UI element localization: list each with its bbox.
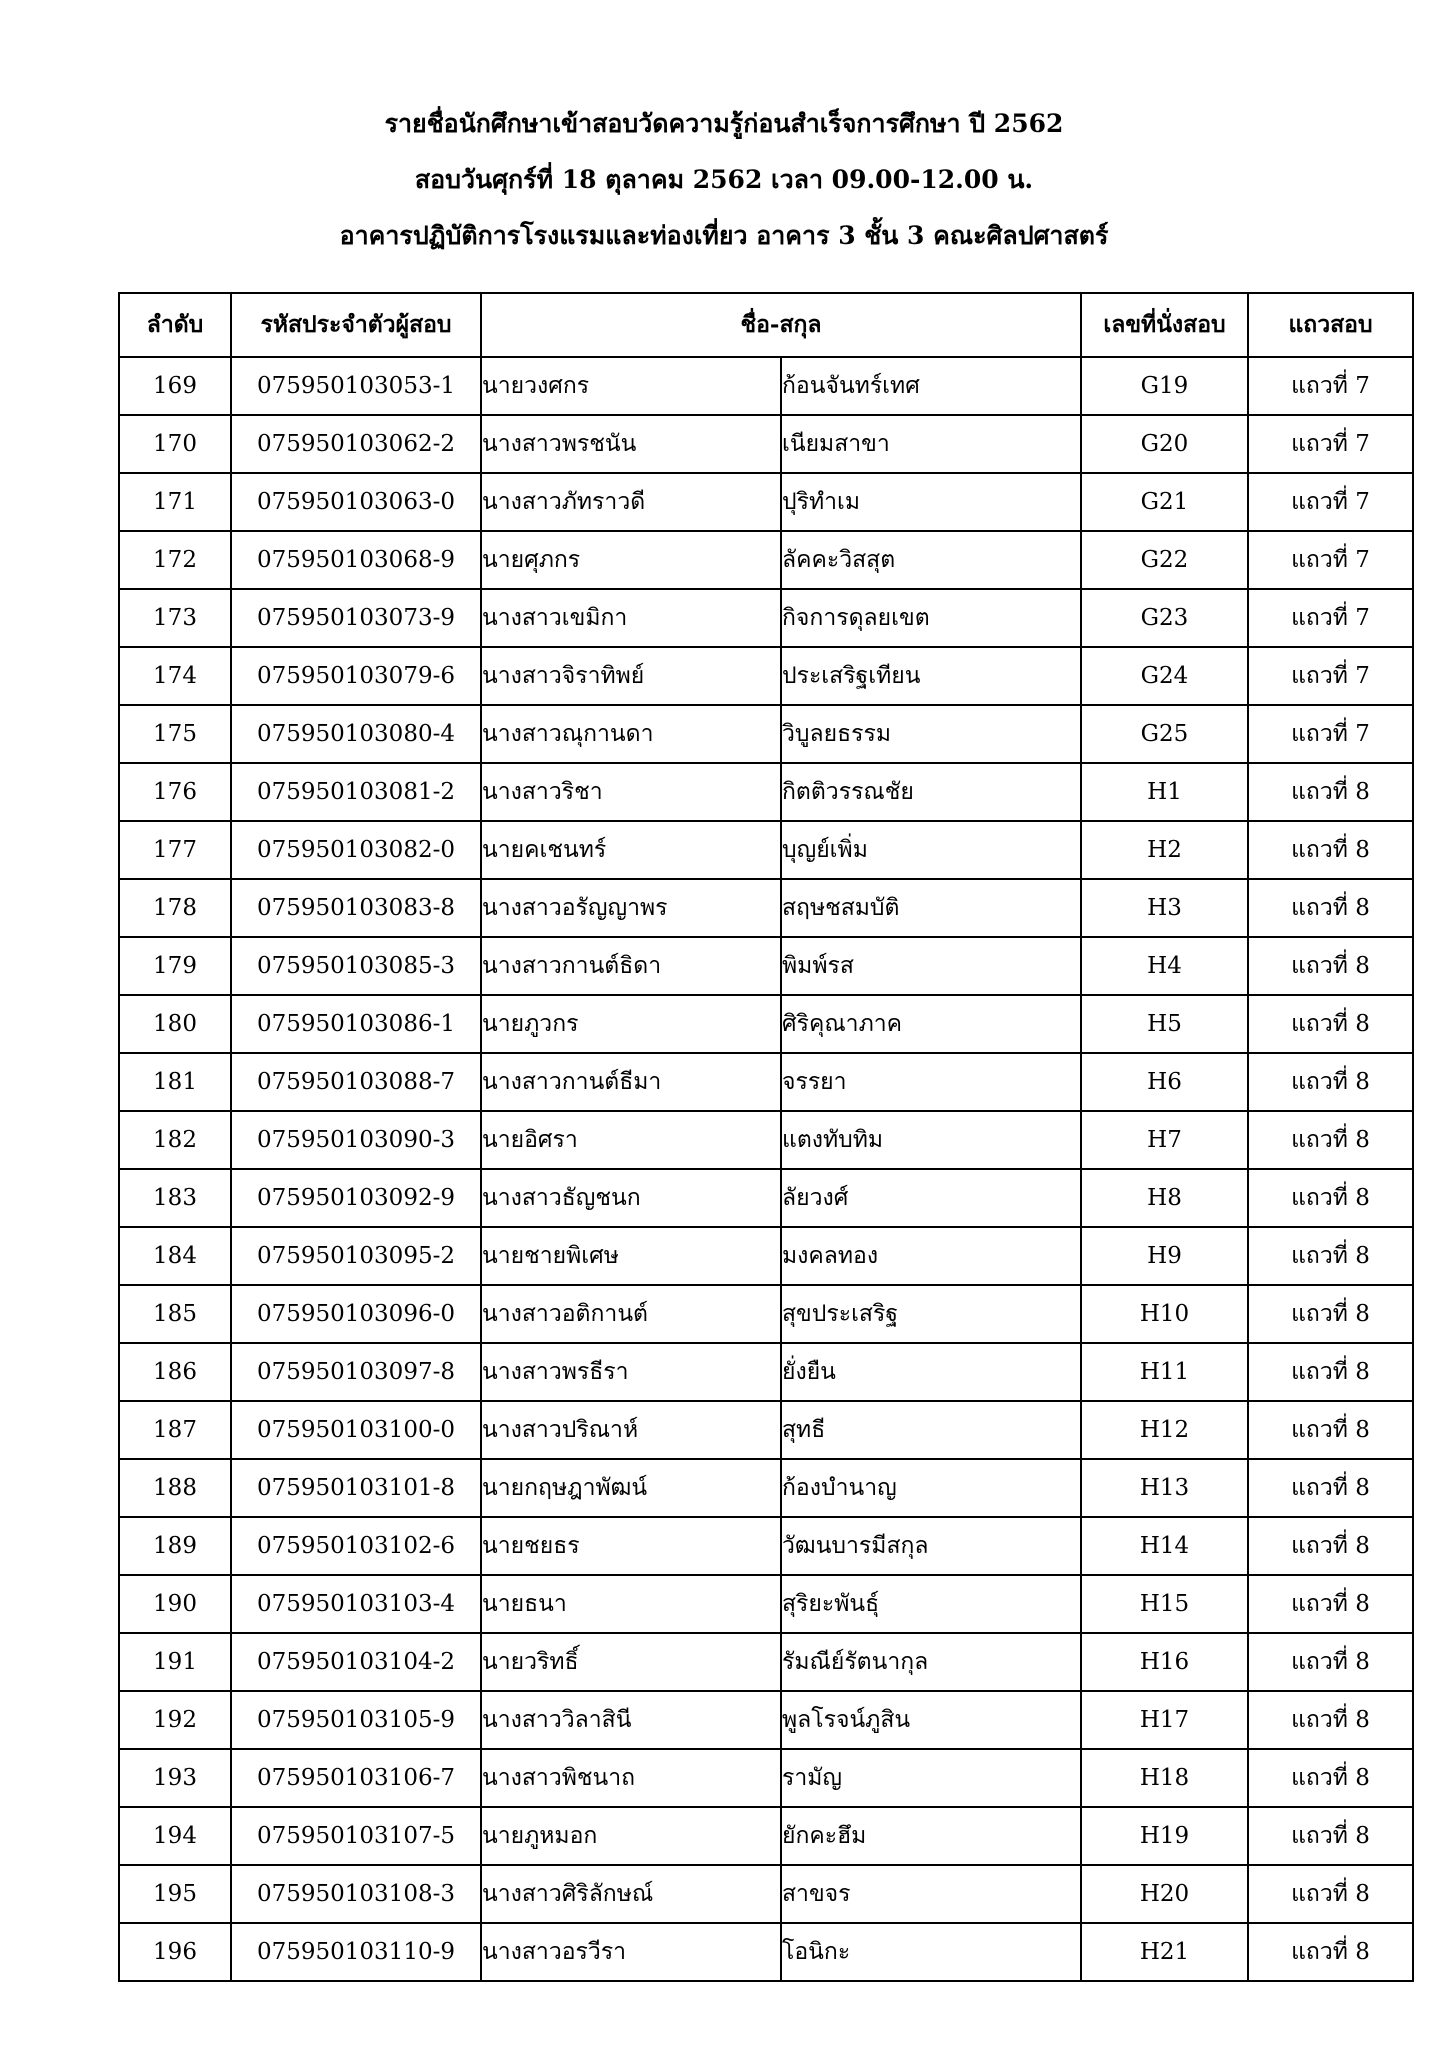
cell-exam-row: แถวที่ 8 [1248,1691,1413,1749]
cell-last-name: กิจการดุลยเขต [781,589,1081,647]
cell-seat: H13 [1081,1459,1248,1517]
cell-exam-id: 075950103079-6 [231,647,481,705]
cell-exam-row: แถวที่ 8 [1248,1865,1413,1923]
cell-seat: G23 [1081,589,1248,647]
cell-last-name: สฤษชสมบัติ [781,879,1081,937]
cell-first-name: นางสาวอรัญญาพร [481,879,781,937]
cell-order: 171 [119,473,231,531]
cell-first-name: นายภูหมอก [481,1807,781,1865]
table-row [119,1227,1413,1285]
cell-first-name: นางสาวจิราทิพย์ [481,647,781,705]
cell-seat: H12 [1081,1401,1248,1459]
table-body [119,357,1413,1981]
cell-exam-id: 075950103082-0 [231,821,481,879]
cell-exam-row: แถวที่ 8 [1248,763,1413,821]
table-row [119,1807,1413,1865]
cell-exam-row: แถวที่ 8 [1248,879,1413,937]
cell-exam-id: 075950103092-9 [231,1169,481,1227]
cell-seat: H1 [1081,763,1248,821]
cell-exam-row: แถวที่ 8 [1248,1401,1413,1459]
cell-exam-id: 075950103105-9 [231,1691,481,1749]
table-row [119,589,1413,647]
cell-exam-row: แถวที่ 8 [1248,1923,1413,1981]
cell-seat: H17 [1081,1691,1248,1749]
student-roster-table [118,292,1414,1982]
cell-first-name: นายชายพิเศษ [481,1227,781,1285]
cell-last-name: ก้องบำนาญ [781,1459,1081,1517]
cell-exam-id: 075950103102-6 [231,1517,481,1575]
cell-exam-row: แถวที่ 8 [1248,821,1413,879]
table-row [119,531,1413,589]
cell-exam-row: แถวที่ 8 [1248,1807,1413,1865]
column-header-order: ลำดับ [119,293,231,357]
cell-first-name: นางสาวอรวีรา [481,1923,781,1981]
cell-seat: H21 [1081,1923,1248,1981]
cell-seat: H5 [1081,995,1248,1053]
cell-first-name: นายอิศรา [481,1111,781,1169]
cell-seat: H2 [1081,821,1248,879]
cell-last-name: เนียมสาขา [781,415,1081,473]
cell-last-name: ลัคคะวิสสุต [781,531,1081,589]
document-header [0,96,1448,264]
cell-order: 183 [119,1169,231,1227]
cell-exam-id: 075950103100-0 [231,1401,481,1459]
cell-exam-row: แถวที่ 8 [1248,1575,1413,1633]
cell-order: 192 [119,1691,231,1749]
cell-seat: G19 [1081,357,1248,415]
column-header-exam-row: แถวสอบ [1248,293,1413,357]
cell-seat: H4 [1081,937,1248,995]
cell-exam-id: 075950103062-2 [231,415,481,473]
cell-last-name: ยักคะฮึม [781,1807,1081,1865]
cell-order: 169 [119,357,231,415]
cell-order: 181 [119,1053,231,1111]
cell-exam-row: แถวที่ 8 [1248,1633,1413,1691]
cell-exam-row: แถวที่ 8 [1248,995,1413,1053]
table-row [119,1517,1413,1575]
cell-last-name: สุขประเสริฐ [781,1285,1081,1343]
cell-last-name: วิบูลยธรรม [781,705,1081,763]
cell-last-name: รัมณีย์รัตนากุล [781,1633,1081,1691]
cell-exam-id: 075950103101-8 [231,1459,481,1517]
cell-first-name: นายชยธร [481,1517,781,1575]
cell-exam-row: แถวที่ 8 [1248,1749,1413,1807]
cell-seat: G25 [1081,705,1248,763]
cell-order: 174 [119,647,231,705]
cell-exam-id: 075950103095-2 [231,1227,481,1285]
cell-first-name: นางสาวพรธีรา [481,1343,781,1401]
cell-exam-row: แถวที่ 7 [1248,705,1413,763]
cell-first-name: นางสาวศิริลักษณ์ [481,1865,781,1923]
cell-exam-row: แถวที่ 8 [1248,1111,1413,1169]
table-header-row [119,293,1413,357]
table-row [119,1169,1413,1227]
table-row [119,1401,1413,1459]
table-row [119,1343,1413,1401]
cell-exam-id: 075950103110-9 [231,1923,481,1981]
title-line-2: สอบวันศุกร์ที่ 18 ตุลาคม 2562 เวลา 09.00-12.00 น. [414,165,1034,194]
cell-first-name: นายคเชนทร์ [481,821,781,879]
column-header-name: ชื่อ-สกุล [481,293,1081,357]
table-row [119,1285,1413,1343]
cell-exam-row: แถวที่ 8 [1248,1517,1413,1575]
cell-last-name: กิตติวรรณชัย [781,763,1081,821]
table-row [119,357,1413,415]
cell-order: 176 [119,763,231,821]
cell-exam-id: 075950103108-3 [231,1865,481,1923]
table-row [119,1865,1413,1923]
cell-exam-id: 075950103107-5 [231,1807,481,1865]
cell-first-name: นางสาวธัญชนก [481,1169,781,1227]
cell-first-name: นางสาววิลาสินี [481,1691,781,1749]
cell-last-name: วัฒนบารมีสกุล [781,1517,1081,1575]
cell-seat: G21 [1081,473,1248,531]
table-row [119,1459,1413,1517]
title-line-3: อาคารปฏิบัติการโรงแรมและท่องเที่ยว อาคาร 3 ชั้น 3 คณะศิลปศาสตร์ [339,221,1109,250]
cell-first-name: นายศุภกร [481,531,781,589]
cell-exam-id: 075950103086-1 [231,995,481,1053]
cell-first-name: นางสาวพิชนาถ [481,1749,781,1807]
table-row [119,1575,1413,1633]
cell-last-name: แตงทับทิม [781,1111,1081,1169]
cell-order: 180 [119,995,231,1053]
cell-first-name: นางสาวริชา [481,763,781,821]
cell-order: 170 [119,415,231,473]
cell-first-name: นายวริทธิ์ [481,1633,781,1691]
table-row [119,705,1413,763]
cell-order: 175 [119,705,231,763]
table-row [119,415,1413,473]
cell-order: 191 [119,1633,231,1691]
table-row [119,1749,1413,1807]
cell-first-name: นายภูวกร [481,995,781,1053]
cell-last-name: จรรยา [781,1053,1081,1111]
table-row [119,763,1413,821]
cell-exam-id: 075950103063-0 [231,473,481,531]
cell-exam-row: แถวที่ 7 [1248,415,1413,473]
cell-exam-id: 075950103085-3 [231,937,481,995]
cell-exam-id: 075950103106-7 [231,1749,481,1807]
cell-exam-id: 075950103068-9 [231,531,481,589]
cell-first-name: นางสาวพรชนัน [481,415,781,473]
cell-seat: H18 [1081,1749,1248,1807]
cell-exam-row: แถวที่ 8 [1248,1343,1413,1401]
cell-seat: H14 [1081,1517,1248,1575]
cell-seat: H10 [1081,1285,1248,1343]
cell-last-name: พิมพ์รส [781,937,1081,995]
cell-last-name: สุทธี [781,1401,1081,1459]
cell-order: 184 [119,1227,231,1285]
cell-exam-row: แถวที่ 7 [1248,531,1413,589]
cell-order: 187 [119,1401,231,1459]
cell-exam-row: แถวที่ 7 [1248,647,1413,705]
column-header-exam-id: รหัสประจำตัวผู้สอบ [231,293,481,357]
cell-last-name: พูลโรจน์ภูสิน [781,1691,1081,1749]
cell-last-name: สาขจร [781,1865,1081,1923]
table-row [119,473,1413,531]
cell-first-name: นางสาวณุกานดา [481,705,781,763]
cell-exam-id: 075950103104-2 [231,1633,481,1691]
cell-seat: G24 [1081,647,1248,705]
cell-first-name: นางสาวอติกานต์ [481,1285,781,1343]
cell-seat: H20 [1081,1865,1248,1923]
cell-order: 194 [119,1807,231,1865]
cell-last-name: โอนิกะ [781,1923,1081,1981]
cell-last-name: ก้อนจันทร์เทศ [781,357,1081,415]
cell-exam-row: แถวที่ 8 [1248,1227,1413,1285]
cell-first-name: นายธนา [481,1575,781,1633]
cell-exam-row: แถวที่ 7 [1248,589,1413,647]
cell-seat: H15 [1081,1575,1248,1633]
cell-order: 173 [119,589,231,647]
cell-exam-id: 075950103053-1 [231,357,481,415]
cell-exam-row: แถวที่ 8 [1248,937,1413,995]
cell-exam-id: 075950103103-4 [231,1575,481,1633]
cell-exam-id: 075950103090-3 [231,1111,481,1169]
table-row [119,937,1413,995]
cell-exam-row: แถวที่ 8 [1248,1459,1413,1517]
cell-last-name: ปุริทำเม [781,473,1081,531]
table-row [119,647,1413,705]
cell-seat: H11 [1081,1343,1248,1401]
table-row [119,1053,1413,1111]
cell-last-name: บุญย์เพิ่ม [781,821,1081,879]
cell-order: 190 [119,1575,231,1633]
cell-last-name: รามัญ [781,1749,1081,1807]
cell-exam-row: แถวที่ 7 [1248,473,1413,531]
cell-order: 193 [119,1749,231,1807]
cell-order: 182 [119,1111,231,1169]
cell-exam-id: 075950103097-8 [231,1343,481,1401]
cell-last-name: ประเสริฐเทียน [781,647,1081,705]
cell-seat: H16 [1081,1633,1248,1691]
cell-order: 195 [119,1865,231,1923]
cell-exam-id: 075950103080-4 [231,705,481,763]
cell-first-name: นางสาวกานต์ธิดา [481,937,781,995]
cell-last-name: ลัยวงศ์ [781,1169,1081,1227]
cell-last-name: ศิริคุณาภาค [781,995,1081,1053]
cell-last-name: ยั่งยืน [781,1343,1081,1401]
cell-exam-id: 075950103096-0 [231,1285,481,1343]
cell-exam-id: 075950103088-7 [231,1053,481,1111]
cell-seat: G22 [1081,531,1248,589]
cell-order: 186 [119,1343,231,1401]
cell-order: 196 [119,1923,231,1981]
cell-order: 178 [119,879,231,937]
title-line-1: รายชื่อนักศึกษาเข้าสอบวัดความรู้ก่อนสำเร็จการศึกษา ปี 2562 [384,109,1064,138]
cell-first-name: นางสาวเขมิกา [481,589,781,647]
cell-first-name: นางสาวภัทราวดี [481,473,781,531]
table-row [119,1633,1413,1691]
table-row [119,1691,1413,1749]
cell-exam-row: แถวที่ 7 [1248,357,1413,415]
table-row [119,821,1413,879]
cell-seat: H7 [1081,1111,1248,1169]
cell-order: 189 [119,1517,231,1575]
cell-order: 188 [119,1459,231,1517]
cell-seat: H19 [1081,1807,1248,1865]
cell-order: 177 [119,821,231,879]
cell-last-name: มงคลทอง [781,1227,1081,1285]
table-row [119,1923,1413,1981]
column-header-seat: เลขที่นั่งสอบ [1081,293,1248,357]
cell-exam-row: แถวที่ 8 [1248,1169,1413,1227]
cell-seat: H9 [1081,1227,1248,1285]
cell-first-name: นางสาวกานต์ธีมา [481,1053,781,1111]
cell-seat: H6 [1081,1053,1248,1111]
cell-seat: H8 [1081,1169,1248,1227]
cell-exam-id: 075950103083-8 [231,879,481,937]
cell-seat: G20 [1081,415,1248,473]
cell-exam-row: แถวที่ 8 [1248,1285,1413,1343]
table-row [119,995,1413,1053]
cell-exam-row: แถวที่ 8 [1248,1053,1413,1111]
cell-order: 185 [119,1285,231,1343]
cell-exam-id: 075950103073-9 [231,589,481,647]
table-row [119,879,1413,937]
cell-exam-id: 075950103081-2 [231,763,481,821]
cell-first-name: นายวงศกร [481,357,781,415]
table-row [119,1111,1413,1169]
cell-first-name: นายกฤษฎาพัฒน์ [481,1459,781,1517]
cell-first-name: นางสาวปริณาห์ [481,1401,781,1459]
cell-last-name: สุริยะพันธุ์ [781,1575,1081,1633]
cell-order: 172 [119,531,231,589]
cell-order: 179 [119,937,231,995]
cell-seat: H3 [1081,879,1248,937]
